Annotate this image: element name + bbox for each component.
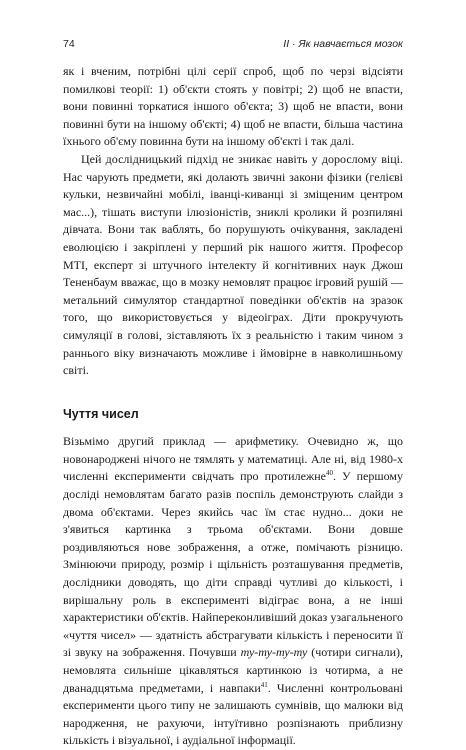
paragraph-exploration: Цей дослідницький підхід не зникає навіть у дорослому віці. Нас чарують предмети, які долають звичні закони фізики (гелієві кульки, незвичайні мобілі, іванці-киванці зі зміщеним центром мас...), тішать виступи ілюзіоністів, зниклі кролики й розпиляні дівчата. Вони так ваблять, бо порушують очікування, закладені еволюцією і закріплені у перший рік нашого життя. Професор MTI, експерт зі штучного інтелекту й когнітивних наук Джош Тененбаум вважає, що в мозку немовлят працює ігровий рушій — метальний симулятор стандартної поведінки об'єктів на зразок того, що використовується у відеоіграх. Діти прокручують симуляції в голові, зіставляють їх з реальністю і таким чином з раннього віку визначають можливе і ймовірне в навколишньому світі. [63, 151, 403, 378]
running-head: II · Як навчається мозок [283, 38, 403, 50]
paragraph-continuation: як і вченим, потрібні цілі серії спроб, щоб по черзі відсіяти помилкові теорії: 1) об'єкти стоять у повітрі; 2) щоб не впасти, вони повинні торкатися іншого об'єкта; 3) щоб не впасти, вони повинні бути на іншому об'єкті; 4) щоб не впасти, більша частина їхнього об'єму повинна бути на іншому об'єкті і так далі. [63, 64, 403, 149]
paragraph-numbers-part-d: . Численні контрольовані експерименти цього типу не залишають сумнівів, що малюки від народження, не рахуючи, інтуїтивно розпізнають приблизну кількість і візуальної, і аудіальної інформації. [63, 680, 404, 748]
page-number: 74 [63, 38, 75, 50]
sound-example: ту-ту-ту-ту [240, 645, 308, 660]
section-heading: Чуття чисел [63, 406, 139, 421]
body-text [63, 63, 403, 750]
paragraph-numbers [63, 433, 403, 750]
paragraph-numbers-part-a: Візьмімо другий приклад — арифметику. Очевидно ж, що новонароджені нічого не тямлять у математиці. Але ні, від 1980-х численні експерименти свідчать про протилежне [63, 434, 403, 484]
paragraph-numbers-part-c: (чотири сигнали), немовлята сильніше цікавляться картинкою із чотирма, а не дванадцятьма предметами, і навпаки [63, 645, 404, 695]
paragraph-numbers-part-b: . У першому досліді немовлятам багато разів поспіль демонструють слайди з двома об'єктами. Через якийсь час їм стає нудно... доки не з'явиться картинка з трьома об'єктами. Вони довше роздивляються нове зображення, а отже, помічають різницю. Змінюючи природу, розмір і щільність розташування предметів, дослідники доводять, що діти справді чутливі до кількості, і вирішальну роль в експерименті відіграє вона, а не інші характеристики об'єктів. Найпереконливіший доказ узагальненого «чуття чисел» — здатність абстрагувати кількість і переносити її зі звуку на зображення. Почувши [63, 469, 403, 660]
footnote-ref-40: 40 [325, 469, 333, 478]
footnote-ref-41: 41 [260, 680, 268, 689]
